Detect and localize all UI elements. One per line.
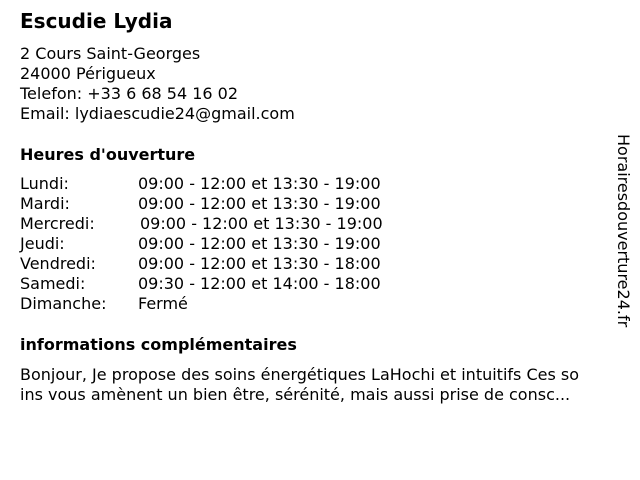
hours-table xyxy=(20,174,460,314)
hours-row-lundi xyxy=(20,174,460,194)
info-line-1: Bonjour, Je propose des soins énergétiques LaHochi et intuitifs Ces so xyxy=(20,365,580,384)
info-line-2: ins vous amènent un bien être, sérénité, mais aussi prise de consc... xyxy=(20,385,571,404)
hours-row-mercredi xyxy=(20,214,460,234)
time-range: 09:00 - 12:00 et 13:30 - 19:00 xyxy=(138,174,381,193)
hours-row-jeudi xyxy=(20,234,460,254)
time-range: 09:00 - 12:00 et 13:30 - 19:00 xyxy=(138,194,381,213)
day-label: Mercredi: xyxy=(20,214,95,233)
day-label: Jeudi: xyxy=(20,234,65,253)
hours-row-mardi xyxy=(20,194,460,214)
email-line: Email: lydiaescudie24@gmail.com xyxy=(20,104,295,123)
site-watermark xyxy=(612,134,634,346)
site-watermark-text: Horairesdouverture24.fr xyxy=(614,134,633,328)
hours-row-vendredi xyxy=(20,254,460,274)
time-range: Fermé xyxy=(138,294,188,313)
hours-row-dimanche xyxy=(20,294,460,314)
time-range: 09:30 - 12:00 et 14:00 - 18:00 xyxy=(138,274,381,293)
time-range: 09:00 - 12:00 et 13:30 - 19:00 xyxy=(138,234,381,253)
hours-row-samedi xyxy=(20,274,460,294)
time-range: 09:00 - 12:00 et 13:30 - 19:00 xyxy=(140,214,383,233)
phone-line: Telefon: +33 6 68 54 16 02 xyxy=(20,84,239,103)
info-heading: informations complémentaires xyxy=(20,335,297,354)
hours-heading: Heures d'ouverture xyxy=(20,145,196,164)
address-street: 2 Cours Saint-Georges xyxy=(20,44,201,63)
day-label: Vendredi: xyxy=(20,254,96,273)
day-label: Dimanche: xyxy=(20,294,107,313)
day-label: Samedi: xyxy=(20,274,86,293)
day-label: Lundi: xyxy=(20,174,69,193)
business-name: Escudie Lydia xyxy=(20,9,173,33)
address-city: 24000 Périgueux xyxy=(20,64,156,83)
time-range: 09:00 - 12:00 et 13:30 - 18:00 xyxy=(138,254,381,273)
day-label: Mardi: xyxy=(20,194,70,213)
info-description xyxy=(20,365,630,405)
